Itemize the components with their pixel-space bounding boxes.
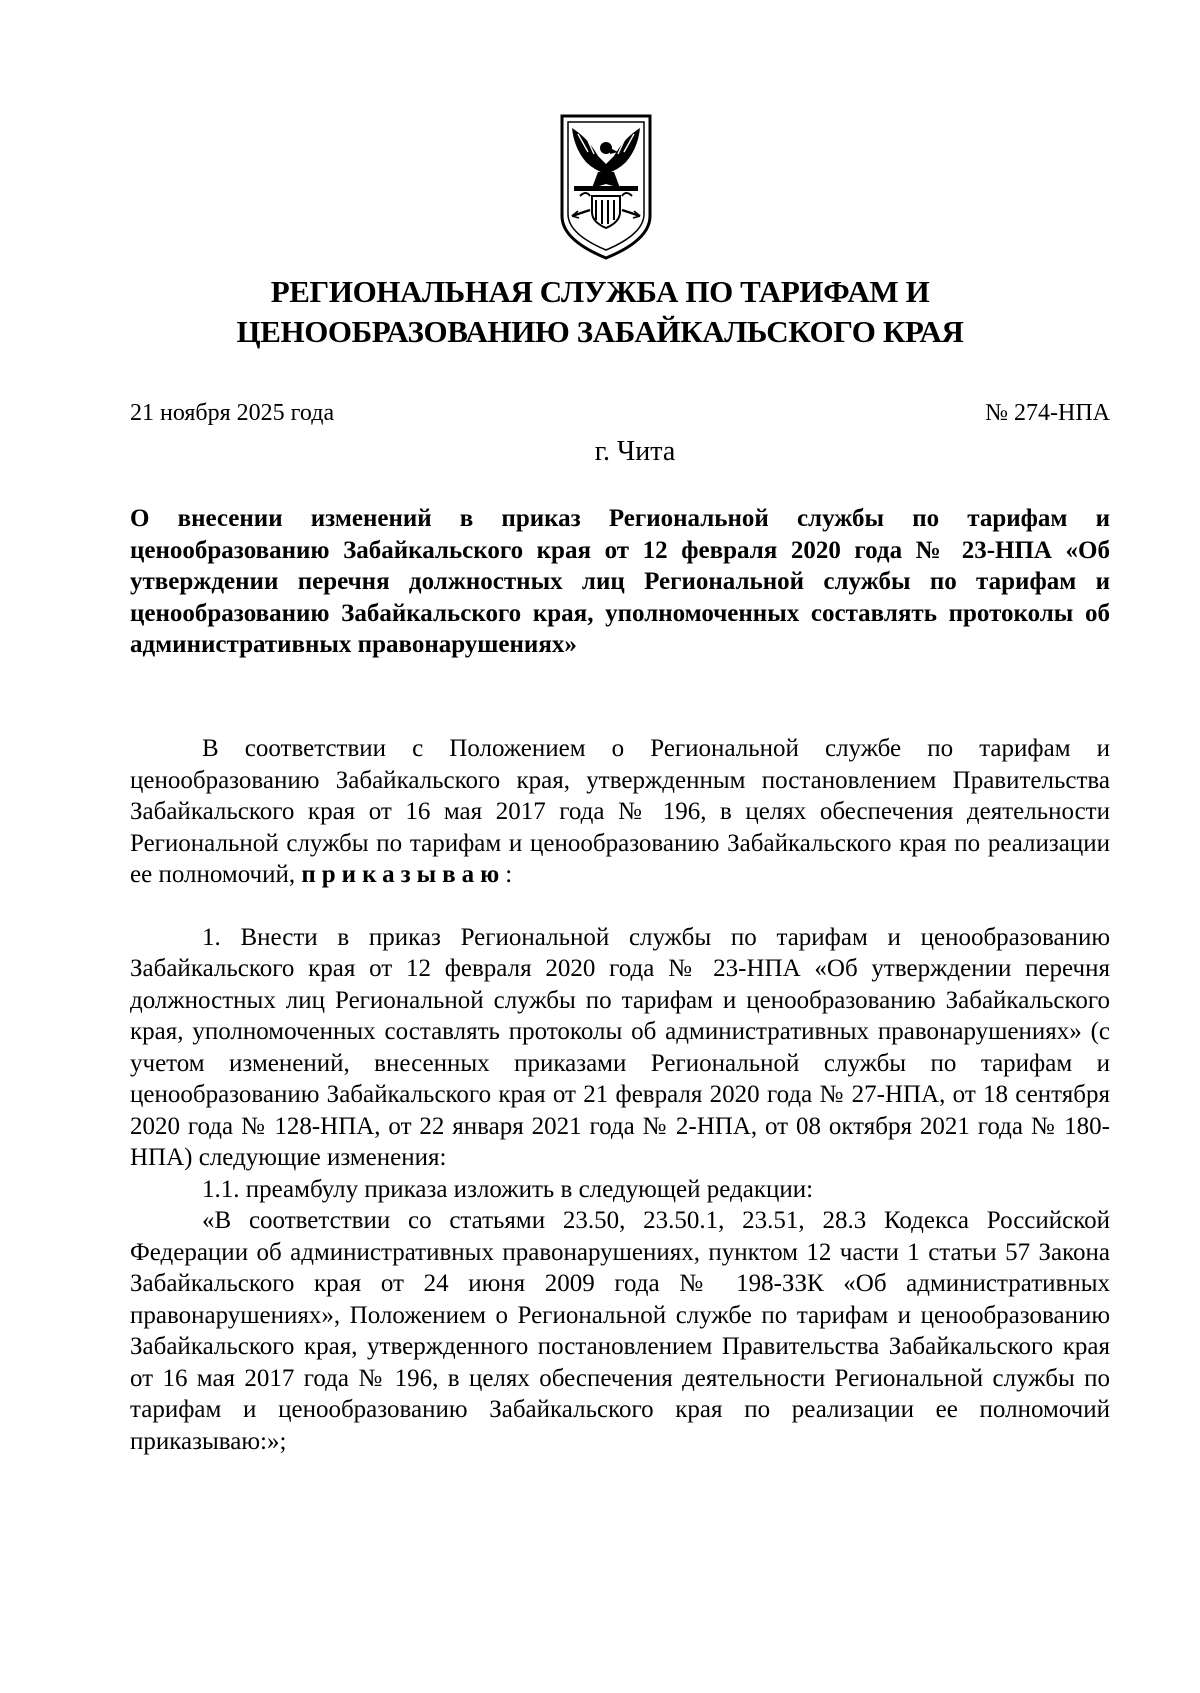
document-subject: О внесении изменений в приказ Региональной службы по тарифам и ценообразованию Забайкальского края от 12 февраля 2020 года № 23-НПА «Об утверждении перечня должностных лиц Региональной службы по тарифам и ценообразованию Забайкальского края, уполномоченных составлять протоколы об административных правонарушениях»: [130, 505, 1110, 658]
organization-title: [150, 272, 1050, 352]
organization-title-line-2: ЦЕНООБРАЗОВАНИЮ ЗАБАЙКАЛЬСКОГО КРАЯ: [236, 314, 964, 349]
quoted-preamble-paragraph: «В соответствии со статьями 23.50, 23.50.1, 23.51, 28.3 Кодекса Российской Федерации об административных правонарушениях, пунктом 12 части 1 статьи 57 Закона Забайкальского края от 24 июня 2009 года № 198-ЗЗК «Об административных правонарушениях», Положением о Региональной службе по тарифам и ценообразованию Забайкальского края, утвержденного постановлением Правительства Забайкальского края от 16 мая 2017 года № 196, в целях обеспечения деятельности Региональной службы по тарифам и ценообразованию Забайкальского края по реализации ее полномочий приказываю:»;: [130, 1207, 1110, 1455]
document-date: 21 ноября 2025 года: [130, 400, 335, 426]
preamble-paragraph: [130, 733, 1110, 891]
document-number: № 274-НПА: [985, 400, 1110, 426]
item-1-1-paragraph: 1.1. преамбулу приказа изложить в следующей редакции:: [202, 1175, 814, 1203]
order-word: приказываю: [301, 861, 506, 888]
document-city: г. Чита: [594, 436, 676, 467]
organization-title-line-1: РЕГИОНАЛЬНАЯ СЛУЖБА ПО ТАРИФАМ И: [270, 274, 930, 309]
preamble-text: В соответствии с Положением о Региональной службе по тарифам и ценообразованию Забайкальского края, утвержденным постановлением Правительства Забайкальского края от 16 мая 2017 года № 196, в целях обеспечения деятельности Региональной службы по тарифам и ценообразованию Забайкальского края по реализации ее полномочий,: [130, 735, 1110, 888]
item-1-paragraph: 1. Внести в приказ Региональной службы по тарифам и ценообразованию Забайкальского края от 12 февраля 2020 года № 23-НПА «Об утверждении перечня должностных лиц Региональной службы по тарифам и ценообразованию Забайкальского края, уполномоченных составлять протоколы об административных правонарушениях» (с учетом изменений, внесенных приказами Региональной службы по тарифам и ценообразованию Забайкальского края от 21 февраля 2020 года № 27-НПА, от 18 сентября 2020 года № 128-НПА, от 22 января 2021 года № 2-НПА, от 08 октября 2021 года № 180-НПА) следующие изменения:: [130, 923, 1110, 1171]
document-body: [130, 733, 1110, 1457]
order-colon: :: [505, 861, 513, 888]
coat-of-arms-icon: [558, 112, 654, 260]
